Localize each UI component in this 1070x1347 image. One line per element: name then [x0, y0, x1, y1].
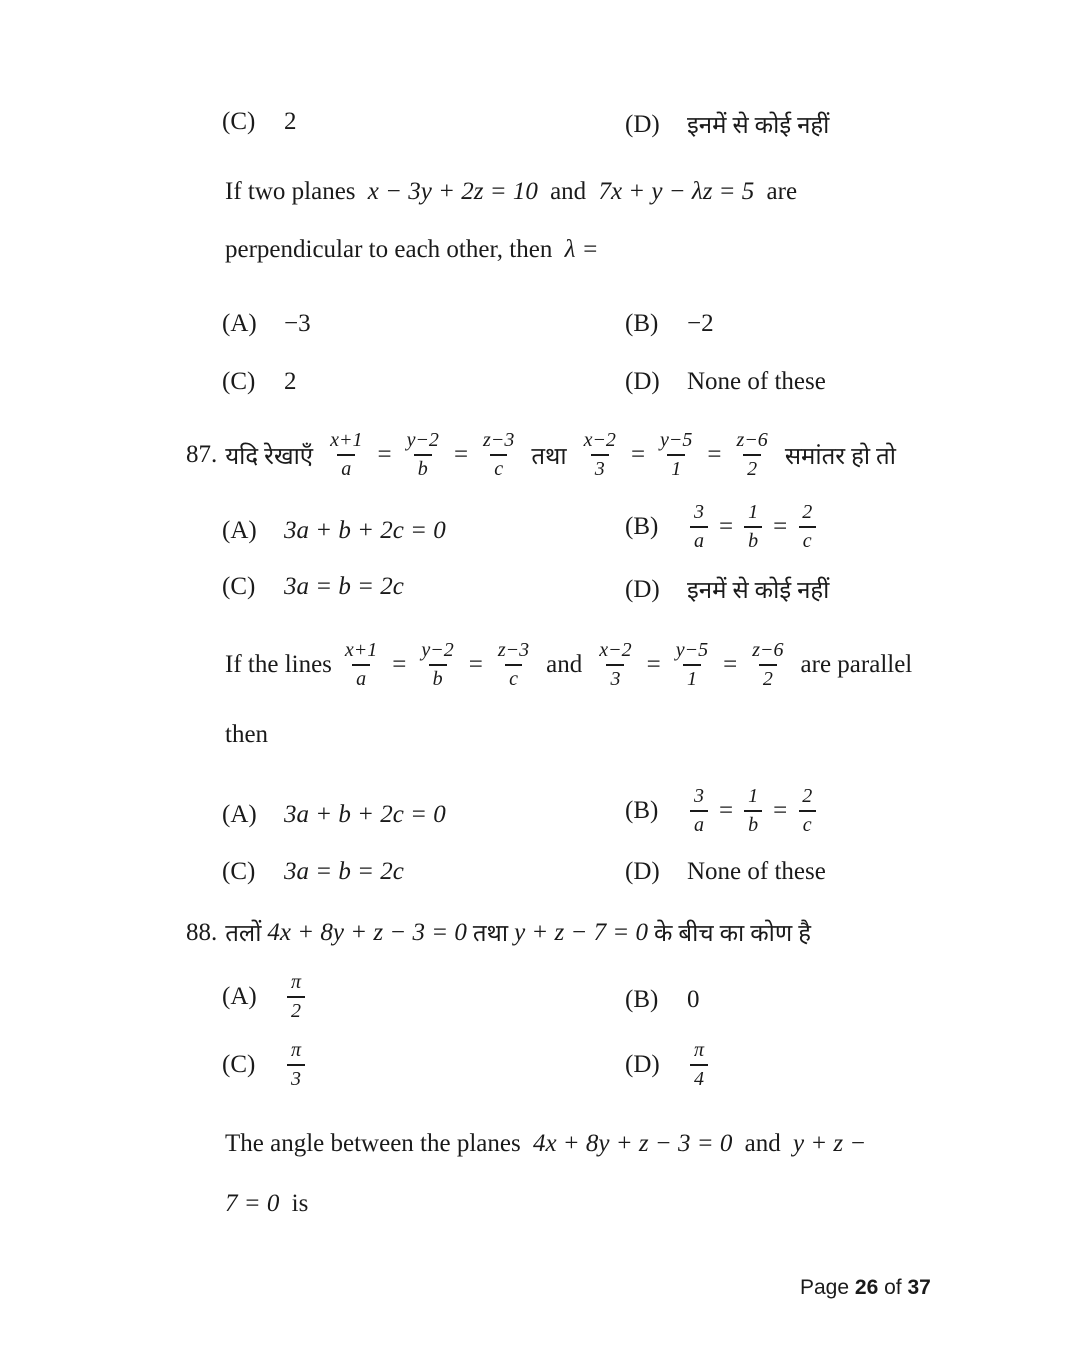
equals-sign: =: [719, 797, 734, 824]
fraction-denominator: 4: [690, 1064, 708, 1090]
equals-sign: =: [719, 513, 734, 540]
option-label: (C): [222, 368, 256, 395]
fraction-denominator: b: [744, 526, 762, 552]
fraction-denominator: 3: [591, 454, 609, 480]
equation: 4x + 8y + z − 3 = 0: [267, 918, 467, 946]
footer-of: of: [884, 1276, 902, 1299]
option-label: (A): [222, 801, 257, 828]
equals-sign: =: [707, 441, 722, 468]
option-label: (D): [625, 1051, 660, 1078]
page-footer: [800, 1276, 931, 1300]
question-87-english-then: [225, 721, 1070, 749]
equation: y + z − 7 = 0: [514, 918, 648, 946]
fraction-denominator: 1: [683, 664, 701, 690]
fraction: [580, 430, 620, 480]
option-label: (D): [625, 110, 660, 138]
question-88-hindi-statement: [186, 916, 1070, 949]
fraction: [690, 502, 708, 552]
fraction-numerator: z−6: [752, 639, 784, 661]
option-value: 3a = b = 2c: [284, 858, 404, 885]
fraction: [326, 430, 366, 480]
option-label: (D): [625, 858, 660, 885]
fraction-numerator: y−2: [421, 639, 454, 661]
statement-text: are parallel: [800, 651, 913, 678]
fraction-denominator: b: [414, 454, 432, 480]
fraction: [744, 786, 762, 836]
fraction-numerator: x−2: [583, 429, 616, 451]
fraction: [748, 640, 787, 690]
option-value: 2: [284, 108, 297, 135]
option-a: [222, 786, 446, 844]
equals-sign: =: [630, 441, 646, 468]
option-value: 0: [687, 986, 700, 1013]
fraction-numerator: y−5: [675, 639, 709, 661]
fraction-denominator: b: [744, 810, 762, 836]
fraction-numerator: π: [291, 1039, 302, 1061]
fraction-numerator: x+1: [344, 639, 378, 661]
option-value: −3: [284, 310, 311, 337]
question-88-english-line1: [225, 1130, 1070, 1158]
statement-text: then: [225, 721, 269, 748]
option-value: −2: [687, 310, 714, 337]
question-number: 87.: [186, 441, 218, 468]
option-b: [625, 786, 819, 836]
equals-sign: =: [392, 651, 407, 678]
statement-text: and: [744, 1130, 781, 1157]
fraction-numerator: 2: [802, 785, 813, 807]
perpendicular-question-line2: [225, 236, 1070, 264]
statement-text-hindi: तथा: [531, 443, 567, 470]
option-b: [625, 310, 714, 338]
fraction-numerator: x−2: [599, 639, 632, 661]
option-b: [625, 972, 700, 1028]
fraction-denominator: 2: [759, 664, 777, 690]
statement-text-hindi: तलों: [225, 921, 262, 947]
option-label: (B): [625, 310, 659, 337]
statement-text: If two planes: [225, 178, 356, 205]
fraction: [798, 786, 816, 836]
fraction-denominator: b: [429, 664, 447, 690]
equation: 7x + y − λz = 5: [598, 178, 755, 205]
fraction: [287, 1040, 305, 1090]
equals-sign: =: [468, 651, 483, 678]
fraction-denominator: 2: [287, 996, 305, 1022]
fraction-numerator: 1: [748, 785, 759, 807]
fraction-numerator: y−5: [660, 429, 693, 451]
equation: 7 = 0: [225, 1190, 280, 1217]
statement-text-hindi: यदि रेखाएँ: [225, 443, 314, 470]
fraction-denominator: a: [337, 454, 355, 480]
fraction-numerator: x+1: [330, 429, 363, 451]
footer-total-pages: 37: [907, 1276, 931, 1299]
option-value: None of these: [687, 368, 826, 395]
option-c: [222, 368, 297, 396]
option-c: [222, 573, 404, 601]
option-label: (B): [625, 513, 659, 540]
option-a: [222, 310, 311, 338]
fraction: [672, 640, 712, 690]
option-value: 2: [284, 368, 297, 395]
option-value: इनमें से कोई नहीं: [687, 113, 830, 139]
question-87-hindi-statement: [186, 430, 1070, 480]
fraction-numerator: 1: [748, 501, 759, 523]
option-label: (A): [222, 517, 257, 544]
fraction: [417, 640, 457, 690]
perpendicular-question-line1: [225, 178, 1070, 206]
equation: y + z −: [792, 1130, 867, 1157]
fraction-numerator: 2: [802, 501, 813, 523]
fraction: [690, 1040, 708, 1090]
statement-text: are: [766, 178, 798, 205]
fraction: [479, 430, 518, 480]
statement-text: perpendicular to each other, then: [225, 236, 553, 263]
fraction-denominator: c: [505, 664, 522, 690]
fraction-denominator: c: [799, 526, 816, 552]
statement-text: and: [546, 651, 583, 678]
fraction-denominator: a: [690, 526, 708, 552]
footer-label: Page: [800, 1276, 850, 1299]
option-label: (D): [625, 575, 660, 603]
option-c: [222, 1040, 308, 1090]
statement-text: is: [291, 1190, 309, 1217]
option-d: [625, 368, 826, 396]
option-label: (B): [625, 986, 659, 1013]
fraction-denominator: 1: [667, 454, 685, 480]
statement-text: and: [550, 178, 587, 205]
equals-sign: =: [773, 513, 788, 540]
option-d: [625, 108, 829, 141]
option-label: (C): [222, 108, 256, 135]
fraction-denominator: 3: [287, 1064, 305, 1090]
equation: λ =: [564, 236, 599, 263]
fraction-numerator: π: [694, 1039, 705, 1061]
statement-text: The angle between the planes: [225, 1130, 521, 1157]
equals-sign: =: [646, 651, 661, 678]
fraction: [690, 786, 708, 836]
fraction-numerator: z−6: [736, 429, 768, 451]
option-value: इनमें से कोई नहीं: [687, 578, 830, 604]
statement-text-hindi: समांतर हो तो: [784, 443, 896, 470]
option-d: [625, 858, 826, 886]
equals-sign: =: [723, 651, 738, 678]
fraction: [744, 502, 762, 552]
fraction: [798, 502, 816, 552]
statement-text-hindi: के बीच का कोण है: [654, 921, 811, 947]
question-88-english-line2: [225, 1190, 1070, 1218]
fraction-denominator: a: [352, 664, 370, 690]
fraction: [341, 640, 381, 690]
option-label: (C): [222, 858, 256, 885]
fraction: [287, 972, 305, 1022]
fraction-denominator: c: [799, 810, 816, 836]
equals-sign: =: [377, 441, 392, 468]
option-label: (D): [625, 368, 660, 395]
equals-sign: =: [773, 797, 788, 824]
option-label: (A): [222, 310, 257, 337]
option-value: 3a = b = 2c: [284, 573, 404, 600]
fraction: [656, 430, 696, 480]
statement-text-hindi: तथा: [472, 921, 509, 947]
equation: 4x + 8y + z − 3 = 0: [532, 1130, 733, 1157]
question-87-english-statement: [225, 640, 1070, 690]
fraction: [403, 430, 443, 480]
fraction-denominator: a: [690, 810, 708, 836]
option-label: (C): [222, 573, 256, 600]
question-number: 88.: [186, 918, 218, 946]
option-label: (B): [625, 797, 659, 824]
option-b: [625, 502, 819, 552]
fraction-denominator: c: [490, 454, 507, 480]
fraction-numerator: 3: [694, 785, 704, 807]
fraction-denominator: 3: [606, 664, 624, 690]
fraction-denominator: 2: [743, 454, 761, 480]
fraction: [595, 640, 635, 690]
option-value: 3a + b + 2c = 0: [284, 517, 446, 544]
option-label: (C): [222, 1051, 256, 1078]
option-label: (A): [222, 983, 257, 1010]
fraction-numerator: z−3: [497, 639, 530, 661]
equation: x − 3y + 2z = 10: [367, 178, 538, 205]
option-c: [222, 108, 297, 136]
footer-page-number: 26: [854, 1276, 879, 1299]
fraction: [733, 430, 772, 480]
option-d: [625, 573, 829, 606]
fraction-numerator: π: [291, 971, 302, 993]
equals-sign: =: [453, 441, 469, 468]
fraction-numerator: z−3: [483, 429, 515, 451]
option-value: None of these: [687, 858, 826, 885]
fraction-numerator: y−2: [406, 429, 439, 451]
fraction: [494, 640, 533, 690]
statement-text: If the lines: [225, 651, 332, 678]
option-d: [625, 1040, 711, 1090]
option-value: 3a + b + 2c = 0: [284, 801, 446, 828]
option-c: [222, 858, 404, 886]
option-a: [222, 502, 446, 560]
fraction-numerator: 3: [694, 501, 704, 523]
option-a: [222, 972, 308, 1022]
